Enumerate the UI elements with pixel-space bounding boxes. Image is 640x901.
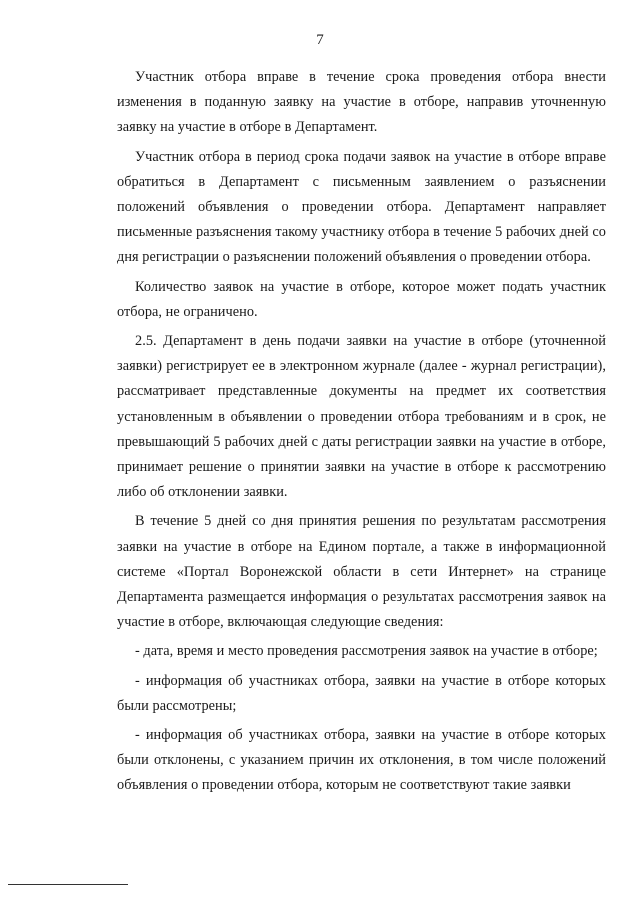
list-item-date-time-place: - дата, время и место проведения рассмотрения заявок на участие в отборе; [135, 643, 598, 660]
paragraph-results-publication: В течение 5 дней со дня принятия решения по результатам рассмотрения заявки на участие в отборе на Едином портале, а также в информационной системе «Портал Воронежской области в сети Интернет» на странице Департамента размещается информация о результатах рассмотрения заявок на участие в отборе, включающая следующие сведения: [117, 513, 606, 631]
list-item-reviewed-applicants: - информация об участниках отбора, заявки на участие в отборе которых были рассмотрены; [117, 672, 606, 714]
paragraph-clarification-request: Участник отбора в период срока подачи заявок на участие в отборе вправе обратиться в Департамент с письменным заявлением о разъяснении положений объявления о проведении отбора. Департамент направляет письменные разъяснения такому участнику отбора в течение 5 рабочих дней со дня регистрации о разъяснении положений объявления о проведении отбора. [117, 148, 606, 266]
page-number: 7 [316, 32, 324, 48]
footer-rule [8, 884, 128, 885]
paragraph-amend-application: Участник отбора вправе в течение срока проведения отбора внести изменения в поданную заявку на участие в отборе, направив уточненную заявку на участие в отборе в Департамент. [117, 69, 606, 136]
paragraph-application-count: Количество заявок на участие в отборе, которое может подать участник отбора, не ограничено. [117, 278, 606, 320]
document-body [117, 65, 606, 803]
paragraph-section-2-5: 2.5. Департамент в день подачи заявки на участие в отборе (уточненной заявки) регистрирует ее в электронном журнале (далее - журнал регистрации), рассматривает представленные документы на предмет их соответствия установленным в объявлении о проведении отбора требованиям и в срок, не превышающий 5 рабочих дней с даты регистрации заявки на участие в отборе, принимает решение о принятии заявки на участие в отборе к рассмотрению либо об отклонении заявки. [117, 333, 606, 501]
list-item-rejected-applicants: - информация об участниках отбора, заявки на участие в отборе которых были отклонены, с указанием причин их отклонения, в том числе положений объявления о проведении отбора, которым не соответствуют такие заявки [117, 727, 606, 794]
